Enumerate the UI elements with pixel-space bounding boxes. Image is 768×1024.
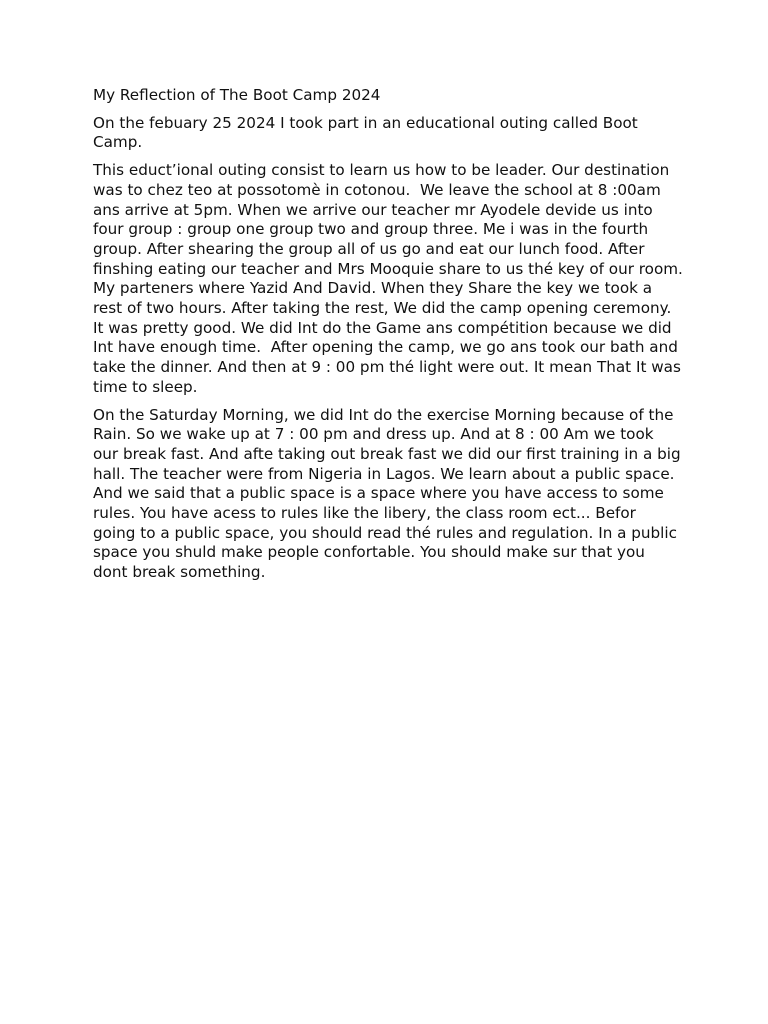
paragraph-first-day: This educt’ional outing consist to learn us how to be leader. Our destination was to chez teo at possotomè in cotonou. We leave the school at 8 :00am ans arrive at 5pm. When we arrive our teacher mr Ayodele devide us into four group : group one group two and group three. Me i was in the fourth group. After shearing the group all of us go and eat our lunch food. After finshing eating our teacher and Mrs Mooquie share to us thé key of our room. My parteners where Yazid And David. When they Share the key we took a rest of two hours. After taking the rest, We did the camp opening ceremony. It was pretty good. We did Int do the Game ans compétition because we did Int have enough time. After opening the camp, we go ans took our bath and take the dinner. And then at 9 : 00 pm thé light were out. It mean That It was time to sleep. bbox=[93, 161, 688, 396]
paragraph-saturday: On the Saturday Morning, we did Int do the exercise Morning because of the Rain. So we wake up at 7 : 00 pm and dress up. And at 8 : 00 Am we took our break fast. And afte taking out break fast we did our first training in a big hall. The teacher were from Nigeria in Lagos. We learn about a public space. And we said that a public space is a space where you have access to some rules. You have acess to rules like the libery, the class room ect... Befor going to a public space, you should read thé rules and regulation. In a public space you shuld make people confortable. You should make sur that you dont break something. bbox=[93, 405, 686, 582]
document-title: My Reflection of The Boot Camp 2024 bbox=[93, 86, 381, 104]
document-body bbox=[93, 86, 688, 591]
paragraph-intro: On the febuary 25 2024 I took part in an educational outing called Boot Camp. bbox=[93, 113, 643, 152]
